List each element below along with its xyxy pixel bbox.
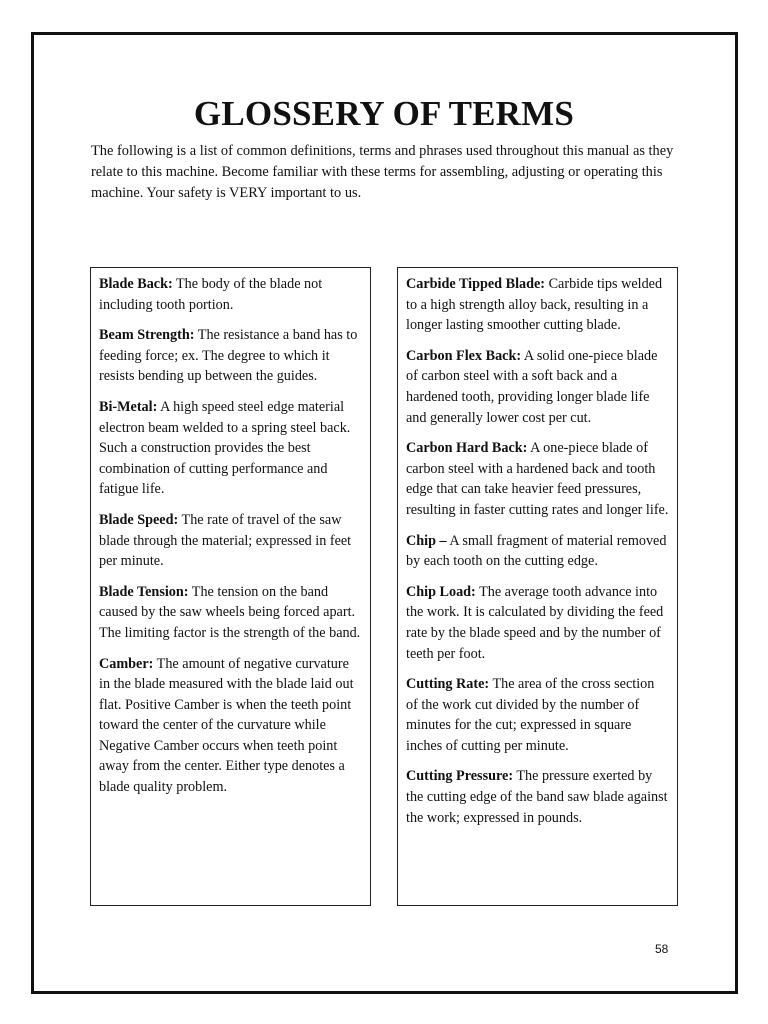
glossary-entry [99,510,362,572]
term-name: Blade Tension: [99,583,189,600]
glossary-entry [406,346,669,428]
term-definition: The pressure exerted by the cutting edge of the band saw blade against the work; expressed in pounds. [406,768,668,826]
term-name: Chip – [406,532,447,549]
glossary-entry [406,531,669,572]
term-name: Cutting Pressure: [406,768,514,785]
term-definition: The amount of negative curvature in the blade measured with the blade laid out flat. Positive Camber is when the teeth point toward the center of the curvature while Negative Camber occurs when teeth point away from the center. Either type denotes a blade quality problem. [99,655,354,796]
term-definition: The average tooth advance into the work. It is calculated by dividing the feed rate by the blade speed and by the number of teeth per foot. [406,583,664,662]
term-definition: The area of the cross section of the work cut divided by the number of minutes for the cut; expressed in square inches of cutting per minute. [406,676,655,754]
term-name: Blade Back: [99,276,173,292]
term-name: Camber: [99,655,154,672]
page-title: GLOSSERY OF TERMS [193,94,575,133]
term-name: Carbon Flex Back: [406,347,522,364]
term-definition: A high speed steel edge material electron beam welded to a spring steel back. Such a construction provides the best combination of cutting performance and fatigue life. [99,398,351,498]
term-definition: Carbide tips welded to a high strength alloy back, resulting in a longer lasting smoother cutting blade. [406,276,663,334]
glossary-entry [406,274,669,336]
glossary-entry [99,274,362,315]
term-definition: A one-piece blade of carbon steel with a hardened back and tooth edge that can take heavier feed pressures, resulting in faster cutting rates and longer life. [406,440,669,518]
term-name: Chip Load: [406,583,476,600]
glossary-entry [406,766,669,828]
intro-paragraph: The following is a list of common definitions, terms and phrases used throughout this manual as they relate to this machine. Become familiar with these terms for assembling, adjusting or operating this machine. Your safety is VERY important to us. [91,143,674,201]
term-definition: A small fragment of material removed by each tooth on the cutting edge. [406,532,667,570]
term-name: Cutting Rate: [406,676,490,693]
term-definition: The resistance a band has to feeding force; ex. The degree to which it resists bending up between the guides. [99,327,358,385]
glossary-entry [99,325,362,387]
page-number: 58 [655,942,669,956]
term-name: Blade Speed: [99,511,179,528]
term-definition: The rate of travel of the saw blade through the material; expressed in feet per minute. [99,511,352,570]
glossary-entry [406,582,669,664]
term-name: Carbide Tipped Blade: [406,276,546,292]
glossary-entry [99,654,362,798]
glossary-column-left [90,267,371,906]
glossary-entry [99,582,362,644]
glossary-column-right [397,267,678,906]
term-definition: A solid one-piece blade of carbon steel with a soft back and a hardened tooth, providing longer blade life and generally lower cost per cut. [406,347,658,426]
glossary-entry [406,438,669,520]
glossary-entry [99,397,362,500]
term-definition: The body of the blade not including tooth portion. [99,276,323,313]
term-definition: The tension on the band caused by the saw wheels being forced apart. The limiting factor is the strength of the band. [99,583,361,641]
term-name: Carbon Hard Back: [406,440,528,457]
term-name: Beam Strength: [99,327,195,344]
term-name: Bi-Metal: [99,398,158,415]
glossary-entry [406,674,669,756]
